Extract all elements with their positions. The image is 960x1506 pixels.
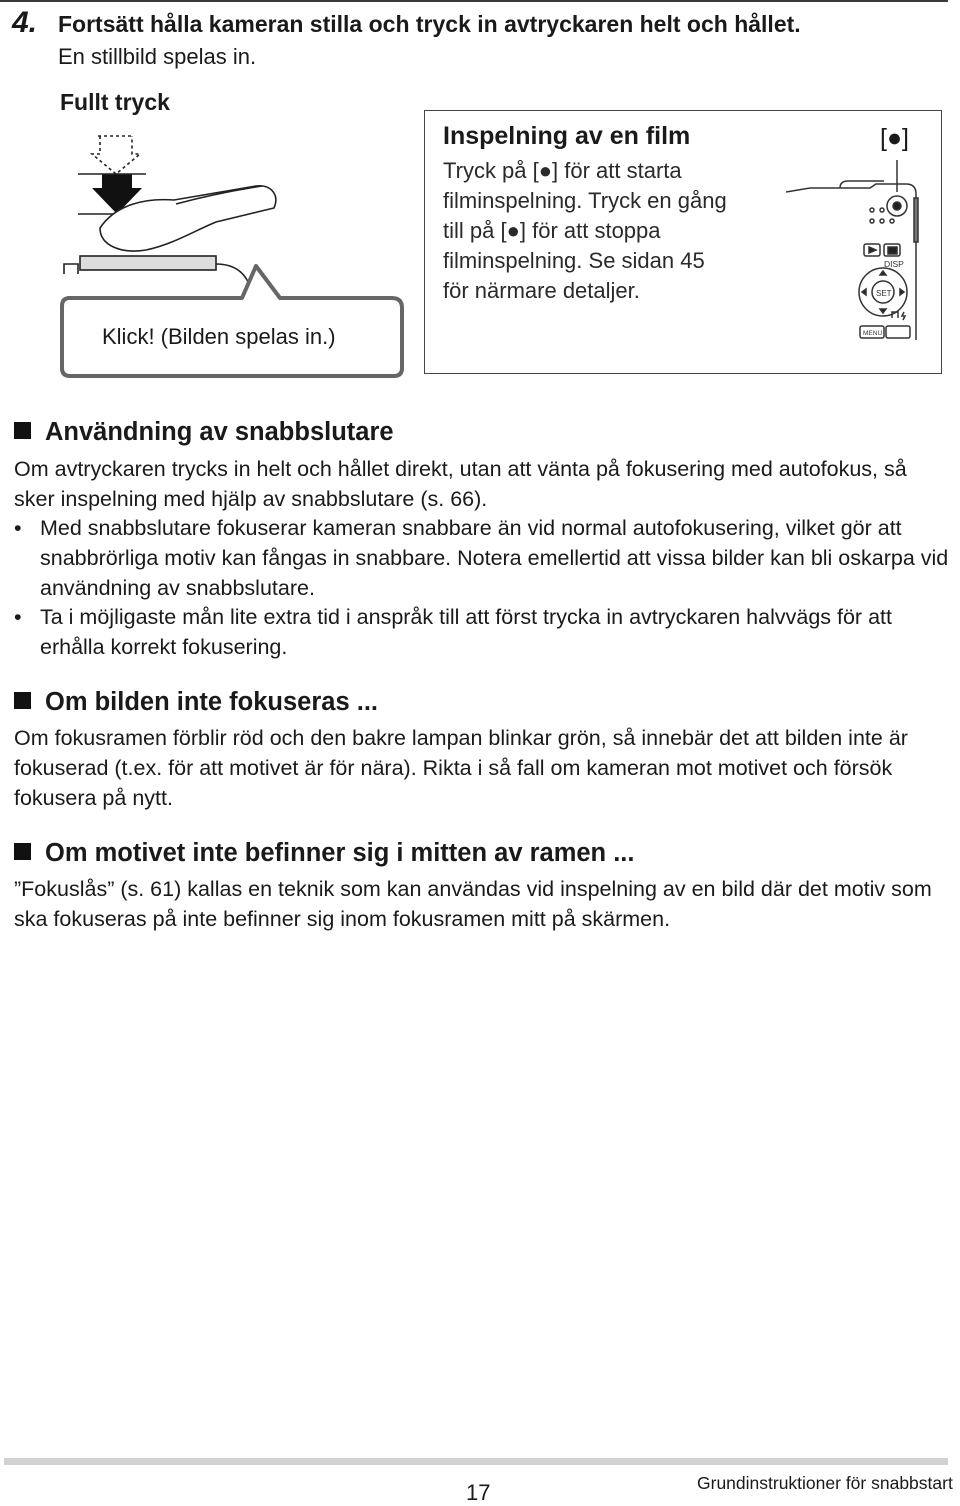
bubble-text: Klick! (Bilden spelas in.) (102, 324, 336, 349)
disp-label: DISP (884, 259, 904, 269)
movie-line: Tryck på [●] för att starta (443, 158, 682, 183)
speech-bubble (62, 266, 402, 376)
full-press-caption: Fullt tryck (60, 89, 170, 115)
footer-title: Grundinstruktioner för snabbstart (697, 1473, 953, 1493)
bullet-icon: • (14, 605, 22, 629)
movie-box-text (443, 156, 783, 306)
list-item-text: Ta i möjligaste mån lite extra tid i anspråk till att först trycka in avtryckaren halvvägs för att erhålla korrekt fokusering. (40, 605, 892, 659)
movie-line: för närmare detaljer. (443, 278, 640, 303)
square-bullet-icon (14, 422, 31, 439)
section-heading-quick-shutter (14, 418, 394, 447)
menu-label: MENU (863, 330, 883, 337)
section-heading-text: Om bilden inte fokuseras ... (45, 688, 378, 716)
step-title: Fortsätt hålla kameran stilla och tryck in avtryckaren helt och hållet. (58, 11, 801, 37)
square-bullet-icon (14, 692, 31, 709)
section-heading-not-focused (14, 688, 378, 717)
shutter-button-icon (64, 256, 252, 294)
step-number: 4. (12, 6, 38, 39)
movie-line: filminspelning. Tryck en gång (443, 188, 727, 213)
record-button-label: [●] (880, 124, 909, 152)
square-bullet-icon (14, 843, 31, 860)
top-rule (0, 0, 948, 2)
press-arrow-icon (92, 136, 140, 174)
movie-line: till på [●] för att stoppa (443, 218, 661, 243)
bullet-icon: • (14, 516, 22, 540)
section-paragraph: Om avtryckaren trycks in helt och hållet direkt, utan att vänta på fokusering med autofokus, så sker inspelning med hjälp av snabbslutare (s. 66). (14, 457, 907, 511)
list-item (14, 603, 949, 663)
camera-back-illustration (786, 150, 938, 350)
bs-button-icon (886, 326, 910, 338)
section-heading-text: Om motivet inte befinner sig i mitten av ramen ... (45, 839, 635, 867)
page-number: 17 (466, 1480, 491, 1505)
set-label: SET (876, 289, 892, 298)
section-heading-subject-off-center (14, 839, 634, 868)
list-item-text: Med snabbslutare fokuserar kameran snabbare än vid normal autofokusering, vilket gör att snabbrörliga motiv kan fångas in snabbare. Notera emellertid att vissa bilder kan bli oskarpa vid användning av snabbslutare. (40, 516, 949, 600)
movie-line: filminspelning. Se sidan 45 (443, 248, 705, 273)
step-subtitle: En stillbild spelas in. (58, 44, 257, 69)
list-item (14, 514, 949, 603)
section-paragraph: Om fokusramen förblir röd och den bakre lampan blinkar grön, så innebär det att bilden inte är fokuserad (t.ex. för att motivet är för nära). Rikta i så fall om kameran mot motivet och försök fokusera på nytt. (14, 726, 908, 810)
footer-rule (4, 1458, 948, 1465)
section-heading-text: Användning av snabbslutare (45, 418, 394, 446)
section-paragraph: ”Fokuslås” (s. 61) kallas en teknik som kan användas vid inspelning av en bild där det motiv som ska fokuseras på inte befinner sig inom fokusramen mitt på skärmen. (14, 877, 932, 931)
movie-box-title: Inspelning av en film (443, 122, 691, 150)
